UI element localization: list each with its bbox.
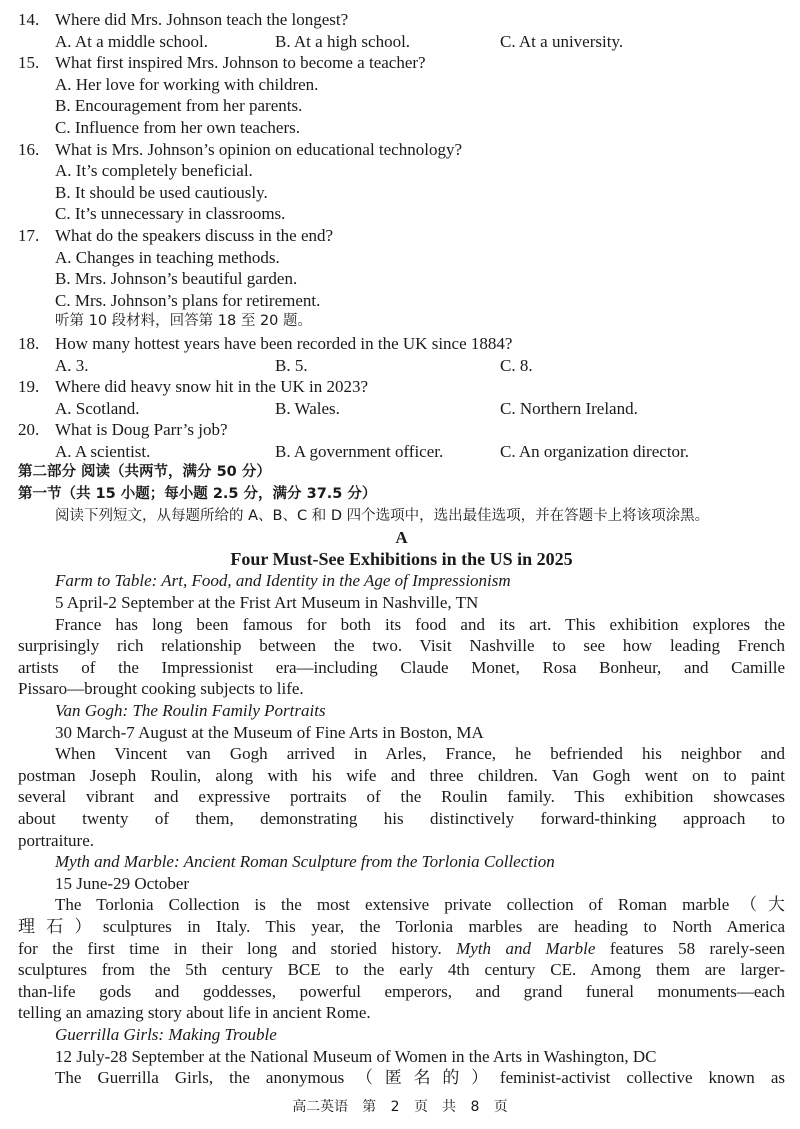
- paragraph-line: surprisingly rich relationship between the two. Visit Nashville to see how leading French: [18, 636, 785, 656]
- question: [18, 333, 785, 355]
- answer-option: A. A scientist.: [55, 441, 151, 461]
- paragraph-line: France has long been famous for both its food and its art. This exhibition explores the: [55, 614, 785, 634]
- answer-option: B. It should be used cautiously.: [55, 182, 268, 202]
- paragraph-line: artists of the Impressionist era—including Claude Monet, Rosa Bonheur, and Camille: [18, 657, 785, 677]
- passage-label: A: [395, 528, 408, 548]
- question-text: What is Mrs. Johnson’s opinion on educational technology?: [55, 139, 462, 159]
- question-number: 19.: [18, 377, 40, 397]
- instruction: 阅读下列短文，从每题所给的 A、B、C 和 D 四个选项中，选出最佳选项，并在答题卡上将该项涂黑。: [55, 507, 710, 524]
- text-segment: features 58 rarely-seen: [595, 938, 785, 958]
- question-text: Where did heavy snow hit in the UK in 2023?: [55, 377, 369, 397]
- question: [18, 9, 785, 31]
- paragraph-line: The Torlonia Collection is the most extensive private collection of Roman marble（大: [55, 895, 785, 915]
- answer-options: [18, 441, 785, 463]
- question-text: What first inspired Mrs. Johnson to become a teacher?: [55, 53, 426, 73]
- answer-option: A. Her love for working with children.: [55, 74, 319, 94]
- paragraph-line: than-life gods and goddesses, powerful emperors, and grand funeral monuments—each: [18, 981, 785, 1001]
- passage-title: Four Must-See Exhibitions in the US in 2025: [230, 548, 573, 569]
- answer-options: [18, 398, 785, 420]
- exhibition-title: Farm to Table: Art, Food, and Identity in the Age of Impressionism: [55, 571, 511, 591]
- question: [18, 376, 785, 398]
- question-number: 14.: [18, 10, 40, 29]
- italic-title: Myth and Marble: [456, 938, 596, 958]
- paragraph-line: sculptures from the 5th century BCE to the early 4th century CE. Among them are larger-: [18, 960, 785, 980]
- answer-options: [18, 31, 785, 53]
- answer-option: B. A government officer.: [275, 441, 444, 461]
- paragraph-line: several vibrant and expressive portraits of the Roulin family. This exhibition showcases: [18, 787, 785, 807]
- question: [18, 225, 785, 247]
- section-heading: 第一节（共 15 小题；每小题 2.5 分，满分 37.5 分）: [18, 486, 377, 503]
- exhibition-dates: 30 March-7 August at the Museum of Fine Arts in Boston, MA: [55, 722, 484, 742]
- question-text: Where did Mrs. Johnson teach the longest?: [55, 10, 349, 29]
- answer-option: A. It’s completely beneficial.: [55, 161, 253, 181]
- paragraph-line: [18, 938, 785, 960]
- exhibition-dates: 12 July-28 September at the National Museum of Women in the Arts in Washington, DC: [55, 1046, 657, 1066]
- paragraph-line: about twenty of them, demonstrating his distinctively forward-thinking approach to: [18, 808, 785, 828]
- answer-option: C. It’s unnecessary in classrooms.: [55, 204, 286, 224]
- exhibition-title: Myth and Marble: Ancient Roman Sculpture from the Torlonia Collection: [55, 852, 555, 872]
- answer-options: [18, 355, 785, 377]
- question-number: 16.: [18, 139, 40, 159]
- exhibition-dates: 15 June-29 October: [55, 873, 190, 893]
- question-text: What do the speakers discuss in the end?: [55, 225, 334, 245]
- answer-option: A. At a middle school.: [55, 31, 208, 51]
- section-heading: 第二部分 阅读（共两节，满分 50 分）: [18, 464, 271, 481]
- paragraph-line: 理石）sculptures in Italy. This year, the Torlonia marbles are heading to North America: [18, 916, 785, 936]
- answer-option: C. Influence from her own teachers.: [55, 117, 300, 137]
- question: [18, 52, 785, 74]
- answer-option: B. 5.: [275, 355, 308, 375]
- question-number: 17.: [18, 225, 40, 245]
- question: [18, 139, 785, 161]
- answer-option: B. Wales.: [275, 398, 340, 418]
- paragraph-line: When Vincent van Gogh arrived in Arles, France, he befriended his neighbor and: [55, 744, 785, 764]
- answer-option: C. 8.: [500, 355, 533, 375]
- answer-option: C. Mrs. Johnson’s plans for retirement.: [55, 290, 321, 310]
- exhibition-dates: 5 April-2 September at the Frist Art Museum in Nashville, TN: [55, 593, 479, 613]
- instruction: 听第 10 段材料，回答第 18 至 20 题。: [55, 313, 313, 330]
- answer-option: C. An organization director.: [500, 441, 690, 461]
- answer-option: B. Mrs. Johnson’s beautiful garden.: [55, 269, 298, 289]
- question-number: 18.: [18, 333, 40, 353]
- exhibition-title: Van Gogh: The Roulin Family Portraits: [55, 701, 326, 720]
- answer-option: A. 3.: [55, 355, 89, 375]
- answer-option: A. Scotland.: [55, 398, 140, 418]
- question-number: 15.: [18, 53, 40, 73]
- answer-option: A. Changes in teaching methods.: [55, 247, 280, 267]
- paragraph-line: The Guerrilla Girls, the anonymous（匿名的）feminist-activist collective known as: [55, 1068, 785, 1088]
- question-number: 20.: [18, 420, 40, 440]
- text-segment: for the first time in their long and storied history.: [18, 938, 457, 958]
- answer-option: C. Northern Ireland.: [500, 398, 638, 418]
- answer-option: B. Encouragement from her parents.: [55, 96, 303, 116]
- question-text: What is Doug Parr’s job?: [55, 420, 228, 440]
- paragraph-line: portraiture.: [18, 830, 94, 850]
- paragraph-line: Pissaro—brought cooking subjects to life.: [18, 679, 304, 699]
- answer-option: B. At a high school.: [275, 31, 411, 51]
- page-footer: 高二英语 第 2 页 共 8 页: [292, 1099, 508, 1115]
- paragraph-line: postman Joseph Roulin, along with his wife and three children. Van Gogh went on to paint: [18, 765, 785, 785]
- question: [18, 419, 785, 441]
- question-text: How many hottest years have been recorded in the UK since 1884?: [55, 333, 513, 353]
- paragraph-line: telling an amazing story about life in ancient Rome.: [18, 1003, 371, 1023]
- exhibition-title: Guerrilla Girls: Making Trouble: [55, 1024, 277, 1044]
- exam-page: [18, 9, 785, 1089]
- answer-option: C. At a university.: [500, 31, 624, 51]
